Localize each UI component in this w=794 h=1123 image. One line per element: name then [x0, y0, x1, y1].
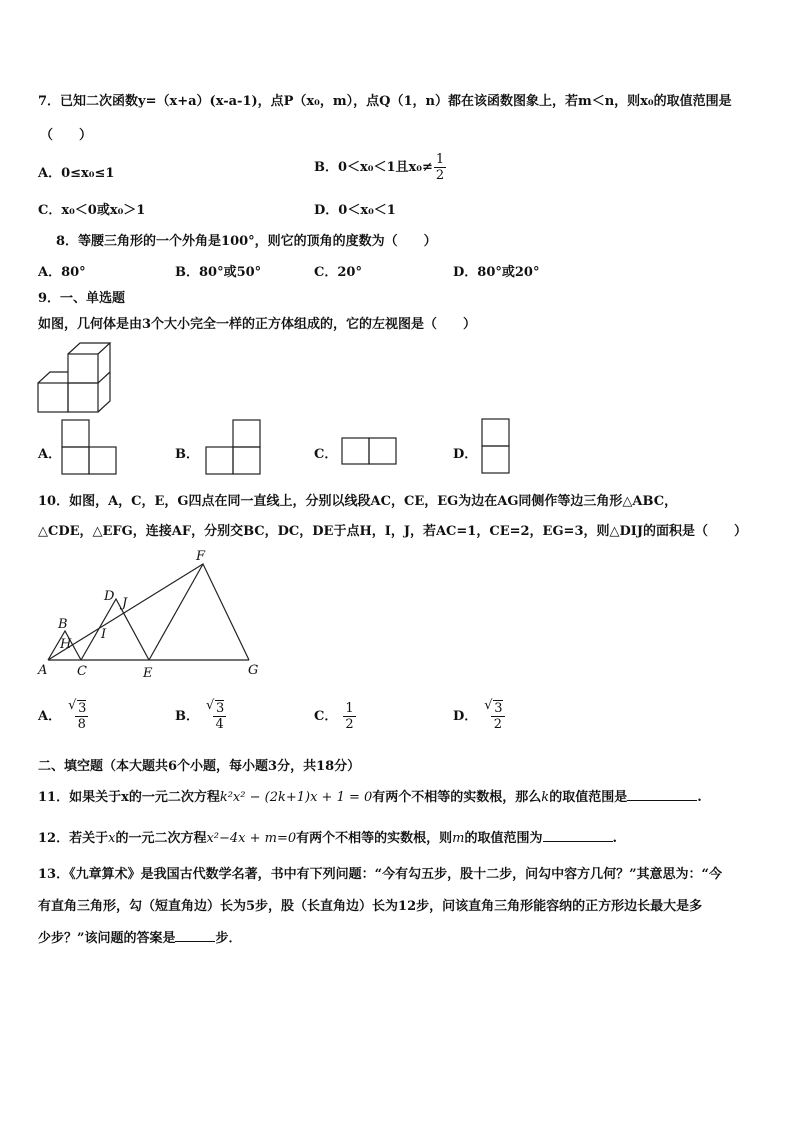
q11-mid: 有两个不相等的实数根，那么 [372, 790, 542, 805]
q7-stem: 7．已知二次函数y=（x+a）(x-a-1)，点P（x₀，m），点Q（1，n）都在该函数图象上，若m＜n，则x₀的取值范围是 [38, 94, 732, 109]
sqrt-radicand: √ 3 [215, 700, 224, 716]
sqrt-radicand: √ 3 [77, 700, 86, 716]
label-j: J [122, 596, 128, 611]
q11-answer-blank[interactable] [627, 800, 697, 801]
label-h: H [60, 637, 72, 652]
q10-line1: 10．如图，A，C，E，G四点在同一直线上，分别以线段AC，CE，EG为边在AG同侧作等边三角形△ABC， [38, 494, 678, 509]
frac-denominator: 2 [493, 717, 503, 732]
q12 [38, 827, 617, 846]
q12-prefix: 12．若关于 [38, 831, 109, 846]
q12-var-x: x [108, 831, 116, 846]
frac-denominator: 2 [435, 168, 445, 183]
frac-denominator: 8 [77, 717, 86, 732]
q10-option-b-label: B． [175, 709, 199, 724]
label-e: E [143, 666, 153, 681]
q10-line2: △CDE，△EFG，连接AF，分别交BC，DC，DE于点H，I，J，若AC=1，CE=2，EG=3，则△DIJ的面积是（ ） [38, 524, 747, 539]
frac-denominator: 4 [215, 717, 224, 732]
q10-option-d-fraction [491, 701, 504, 732]
label-i: I [101, 627, 107, 642]
q9-option-c-label: C． [314, 447, 338, 462]
label-a: A [38, 663, 48, 678]
q11-equation: k²x² − (2k+1)x + 1 = 0 [219, 790, 373, 805]
sqrt-radicand: √ 3 [493, 700, 502, 716]
q9-stem: 如图，几何体是由3个大小完全一样的正方体组成的，它的左视图是（ ） [38, 317, 477, 332]
q9-option-a-label: A． [38, 447, 62, 462]
q7-option-b-text: B．0＜x₀＜1且x₀≠ [314, 160, 433, 175]
q13-line3 [38, 927, 242, 946]
q11 [38, 786, 702, 805]
q7-option-c: C．x₀＜0或x₀＞1 [38, 203, 146, 218]
q13-line3-prefix: 少步？”该问题的答案是 [38, 931, 176, 946]
q12-answer-blank[interactable] [543, 841, 613, 842]
q10-option-a-label: A． [38, 709, 62, 724]
q12-end: . [612, 831, 618, 846]
q9-option-d-label: D． [453, 447, 478, 462]
q10-option-c [314, 701, 356, 732]
label-d: D [104, 589, 115, 604]
q10-triangles-figure [36, 546, 266, 682]
q10-option-a [38, 701, 88, 732]
q12-equation: x²−4x + m=0 [206, 831, 297, 846]
q8-option-a: A．80° [38, 265, 86, 280]
q10-option-b [175, 701, 226, 732]
q8-option-d: D．80°或20° [453, 265, 540, 280]
q9-option-c-figure [341, 437, 399, 466]
q13-line2: 有直角三角形，勾（短直角边）长为5步，股（长直角边）长为12步，问该直角三角形能容纳的正方形边长最大是多 [38, 899, 703, 914]
q12-var-m: m [452, 831, 465, 846]
label-b: B [58, 617, 68, 632]
q9-option-d-figure [481, 418, 511, 476]
frac-numerator: 1 [435, 152, 445, 167]
q13-line1: 13．《九章算术》是我国古代数学名著，书中有下列问题：“今有勾五步，股十二步，问勾中容方几何？”其意思为：“今 [38, 867, 723, 882]
q11-suffix: 的取值范围是 [549, 790, 628, 805]
frac-numerator [75, 701, 88, 717]
q11-var-k: k [541, 790, 550, 805]
q7-option-b [314, 152, 446, 183]
label-f: F [196, 549, 206, 564]
q7-paren: （ ） [40, 128, 93, 143]
q12-mid2: 有两个不相等的实数根，则 [296, 831, 453, 846]
q9-option-a-figure [61, 419, 119, 477]
frac-numerator [213, 701, 226, 717]
section-fill-in-heading: 二、填空题（本大题共6个小题，每小题3分，共18分） [38, 759, 361, 774]
label-c: C [77, 664, 87, 679]
q10-option-c-fraction [343, 701, 355, 732]
q10-option-a-fraction [75, 701, 88, 732]
q8-option-c: C．20° [314, 265, 362, 280]
q7-option-d: D．0＜x₀＜1 [314, 203, 396, 218]
q11-end: . [697, 790, 702, 805]
q8-option-b: B．80°或50° [175, 265, 262, 280]
q8-stem: 8．等腰三角形的一个外角是100°，则它的顶角的度数为（ ） [56, 234, 437, 249]
label-g: G [248, 663, 259, 678]
q13-answer-blank[interactable] [175, 941, 215, 942]
q10-option-d [453, 701, 505, 732]
frac-denominator: 2 [345, 717, 354, 732]
q13-line3-suffix: 步． [215, 931, 242, 946]
q7-option-b-fraction [434, 152, 446, 183]
q12-suffix: 的取值范围为 [464, 831, 543, 846]
frac-numerator: 1 [345, 701, 354, 716]
q9-section: 9．一、单选题 [38, 291, 126, 306]
q10-option-d-label: D． [453, 709, 478, 724]
q11-prefix: 11．如果关于x的一元二次方程 [38, 790, 220, 805]
q9-solid-figure [36, 341, 112, 414]
q10-option-c-label: C． [314, 709, 338, 724]
frac-numerator [491, 701, 504, 717]
q9-option-b-label: B． [175, 447, 199, 462]
q9-option-b-figure [205, 419, 263, 477]
q7-option-a: A．0≤x₀≤1 [38, 166, 115, 181]
q12-mid1: 的一元二次方程 [115, 831, 207, 846]
q10-option-b-fraction [213, 701, 226, 732]
